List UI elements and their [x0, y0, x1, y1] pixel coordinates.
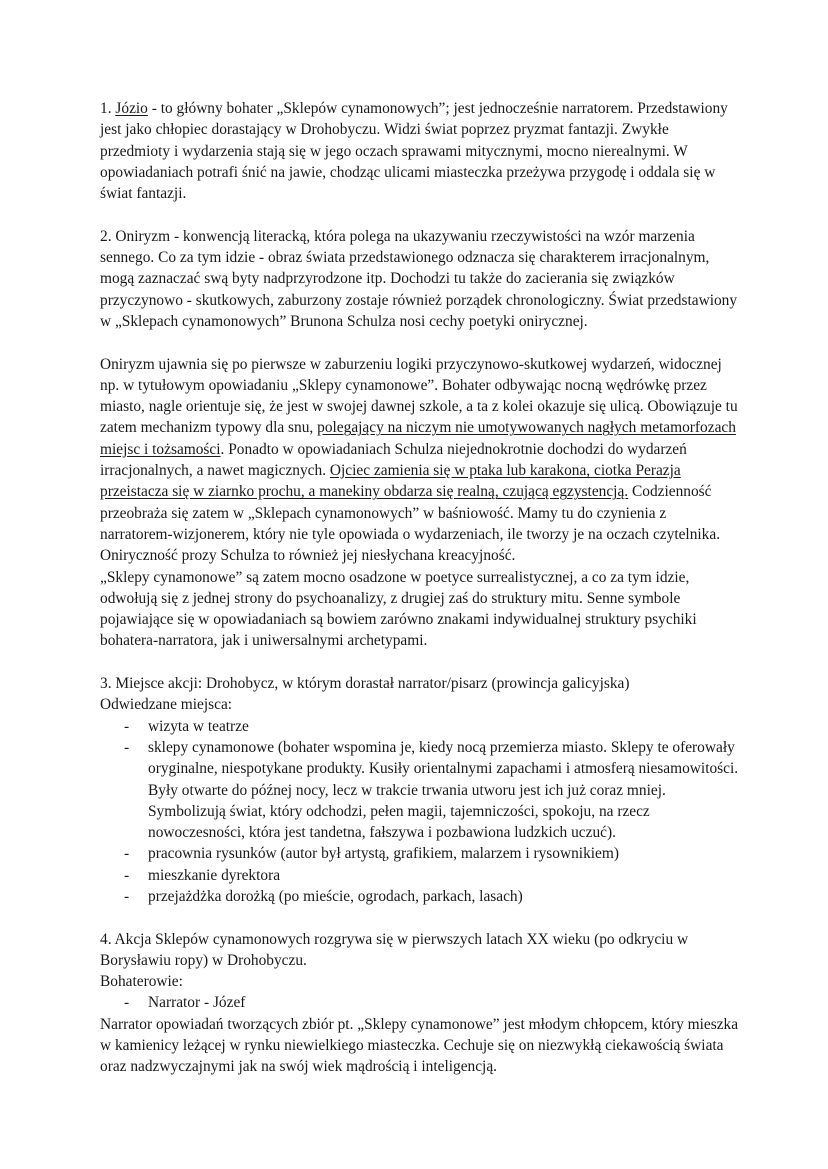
section-4-heading: 4. Akcja Sklepów cynamonowych rozgrywa się w pierwszych latach XX wieku (po odkryciu w Borysławiu ropy) w Drohobyczu. — [100, 930, 689, 969]
section-4 — [100, 929, 740, 1078]
dash-bullet-icon: - — [124, 717, 130, 735]
section-1-number: 1. — [100, 100, 116, 117]
surrealism-paragraph: „Sklepy cynamonowe” są zatem mocno osadzone w poetyce surrealistycznej, a co za tym idzie, odwołują się z jednej strony do psychoanalizy, z drugiej zaś do struktury mitu. Senne symbole pojawiające się w opowiadaniach są bowiem zarówno znakami indywidualnej struktury psychiki bohatera-narratora, jak i uniwersalnymi archetypami. — [100, 568, 697, 650]
section-3-subheading: Odwiedzane miejsca: — [100, 696, 233, 714]
document-page — [100, 98, 740, 1078]
list-item-text: wizyta w teatrze — [148, 717, 249, 735]
dash-bullet-icon: - — [124, 738, 130, 756]
section-1-paragraph — [100, 98, 740, 204]
dash-bullet-icon: - — [124, 845, 130, 863]
oniryzm-underline-1: polegający na niczym nie umotywowanych nagłych metamorfozach miejsc i tożsamości — [100, 419, 736, 458]
section-1-text: - to główny bohater „Sklepów cynamonowych”; jest jednocześnie narratorem. Przedstawiony jest jako chłopiec dorastający w Drohobyczu. Widzi świat poprzez pryzmat fantazji. Zwykłe przedmioty i wydarzenia stają się w jego oczach sprawami mitycznymi, mocno nierealnymi. W opowiadaniach potrafi śnić na jawie, chodząc ulicami miasteczka przeżywa przygodę i oddala się w świat fantazji. — [100, 100, 728, 203]
list-item-text: pracownia rysunków (autor był artystą, grafikiem, malarzem i rysownikiem) — [148, 845, 619, 863]
list-item — [100, 886, 740, 907]
hero-name: Józio — [115, 100, 148, 117]
oniryzm-text-2: . Ponadto w opowiadaniach Schulza niejednokrotnie dochodzi do wydarzeń irracjonalnych, a nawet magicznych. — [100, 440, 687, 480]
characters-list — [100, 992, 740, 1013]
places-list — [100, 716, 740, 908]
list-item-text: sklepy cynamonowe (bohater wspomina je, kiedy nocą przemierza miasto. Sklepy te oferowały oryginalne, niespotykane produkty. Kusiły orientalnymi zapachami i atmosferą niesamowitości. Były otwarte do późnej nocy, lecz w trakcie trwania utworu jest ich już coraz mniej. Symbolizują świat, który odchodzi, pełen magii, tajemniczości, spokoju, na rzecz nowoczesności, która jest tandetna, fałszywa i pozbawiona ludzkich uczuć). — [148, 738, 739, 842]
section-4-subheading: Bohaterowie: — [100, 973, 183, 991]
list-item-text: mieszkanie dyrektora — [148, 866, 281, 884]
list-item-text: przejażdżka dorożką (po mieście, ogrodach, parkach, lasach) — [148, 887, 523, 905]
list-item-text: Narrator - Józef — [148, 994, 246, 1012]
dash-bullet-icon: - — [124, 887, 130, 905]
dash-bullet-icon: - — [124, 866, 130, 884]
list-item — [100, 992, 740, 1013]
oniryzm-underline-2: Ojciec zamienia się w ptaka lub karakona, ciotka Perazja przeistacza się w ziarnko prochu, a manekiny obdarza się realną, czującą egzystencją. — [100, 462, 681, 501]
list-item — [100, 716, 740, 737]
dash-bullet-icon: - — [124, 994, 130, 1012]
list-item — [100, 843, 740, 864]
section-3 — [100, 673, 740, 907]
section-3-heading: 3. Miejsce akcji: Drohobycz, w którym dorastał narrator/pisarz (prowincja galicyjska) — [100, 675, 630, 693]
list-item — [100, 865, 740, 886]
list-item — [100, 737, 740, 843]
oniryzm-paragraph — [100, 354, 740, 567]
oniryzm-text-1: Oniryzm ujawnia się po pierwsze w zaburzeniu logiki przyczynowo-skutkowej wydarzeń, widocznej np. w tytułowym opowiadaniu „Sklepy cynamonowe”. Bohater odbywając nocną wędrówkę przez miasto, nagle orientuje się, że jest w swojej dawnej szkole, a ta z kolei okazuje się ulicą. Obowiązuje tu zatem mechanizm typowy dla snu, — [100, 355, 738, 437]
section-2-paragraph: 2. Oniryzm - konwencją literacką, która polega na ukazywaniu rzeczywistości na wzór marzenia sennego. Co za tym idzie - obraz świata przedstawionego odznacza się charakterem irracjonalnym, mogą zaznaczać swą byty nadprzyrodzone itp. Dochodzi tu także do zacierania się związków przyczynowo - skutkowych, zaburzony zostaje również porządek chronologiczny. Świat przedstawiony w „Sklepach cynamonowych” Brunona Schulza nosi cechy poetyki onirycznej. — [100, 227, 738, 330]
narrator-description: Narrator opowiadań tworzących zbiór pt. „Sklepy cynamonowe” jest młodym chłopcem, który mieszka w kamienicy leżącej w rynku niewielkiego miasteczka. Cechuje się on niezwykłą ciekawością świata oraz nadzwyczajnymi jak na swój wiek mądrością i inteligencją. — [100, 1015, 739, 1076]
oniryzm-text-3: Codzienność przeobraża się zatem w „Sklepach cynamonowych” w baśniowość. Mamy tu do czynienia z narratorem-wizjonerem, który nie tyle opowiada o wydarzeniach, ile tworzy je na oczach czytelnika. Oniryczność prozy Schulza to również jej niesłychana kreacyjność. — [100, 483, 721, 565]
